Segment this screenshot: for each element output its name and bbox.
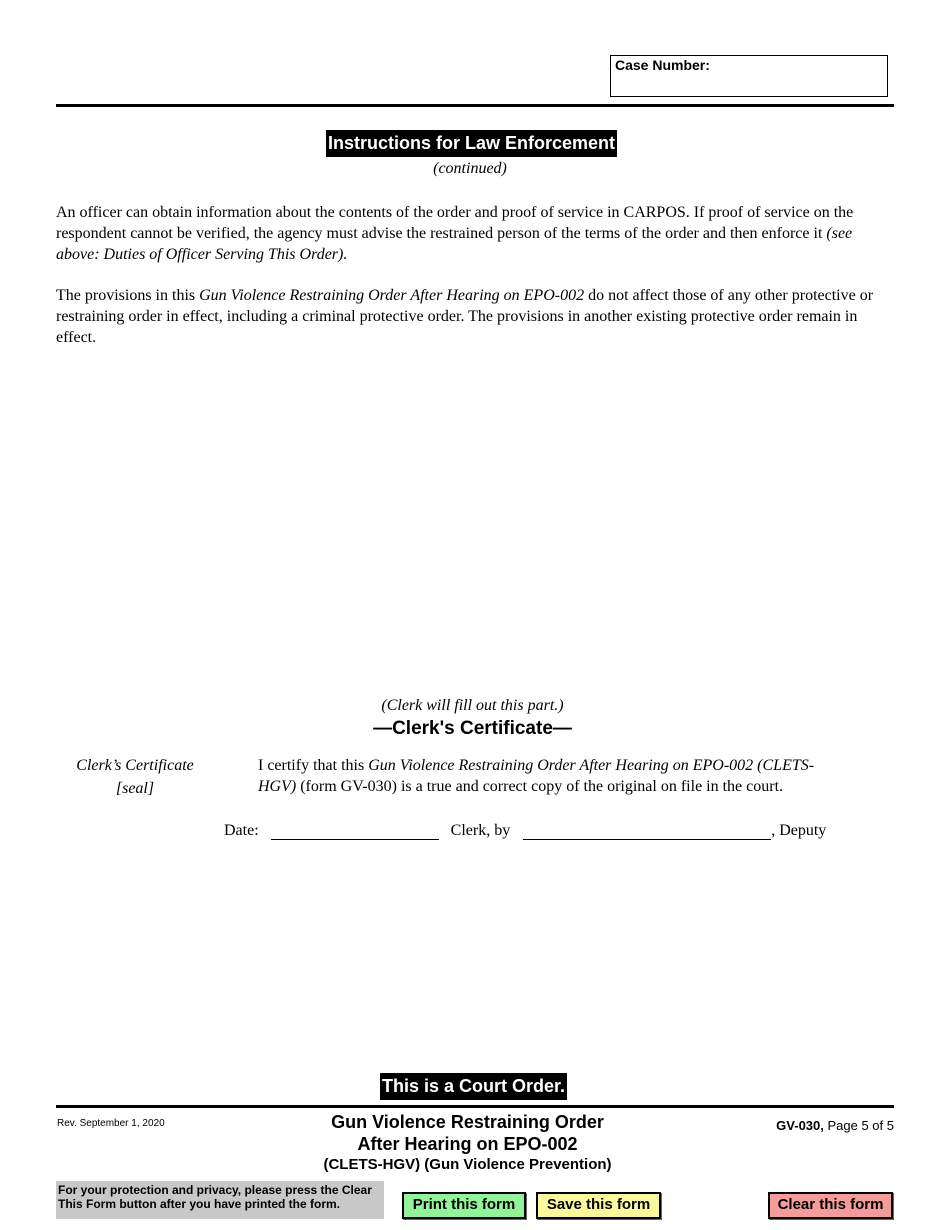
case-number-label: Case Number:: [615, 57, 710, 73]
form-title-line-2: After Hearing on EPO-002: [357, 1134, 578, 1154]
certify-italic: Gun Violence Restraining Order After Hearing on EPO-002 (CLETS-HGV): [258, 757, 815, 795]
revision-date: Rev. September 1, 2020: [57, 1118, 165, 1129]
save-form-button[interactable]: Save this form: [536, 1192, 661, 1219]
case-number-input[interactable]: [615, 76, 885, 96]
para2-italic: Gun Violence Restraining Order After Hearing on EPO-002: [199, 287, 585, 304]
seal-placeholder: [seal]: [115, 780, 155, 797]
print-form-button[interactable]: Print this form: [402, 1192, 526, 1219]
court-order-banner: This is a Court Order.: [380, 1073, 567, 1100]
para2-post: do not affect those of any other protective or restraining order in effect, including a criminal protective order. The provisions in another existing protective order remain in effect.: [56, 287, 874, 346]
date-label: Date:: [224, 822, 259, 839]
clear-form-button[interactable]: Clear this form: [768, 1192, 893, 1219]
header-divider: [56, 104, 894, 107]
privacy-note: For your protection and privacy, please press the Clear This Form button after you have printed the form.: [56, 1181, 384, 1219]
signature-row: [224, 821, 826, 840]
instructions-title: Instructions for Law Enforcement: [326, 130, 617, 157]
instructions-subtitle: (continued): [433, 160, 507, 177]
date-field[interactable]: [271, 821, 439, 840]
form-id: GV-030,: [776, 1118, 824, 1133]
certify-post: (form GV-030) is a true and correct copy of the original on file in the court.: [296, 778, 784, 795]
clerk-note: (Clerk will fill out this part.): [381, 697, 564, 714]
seal-label: Clerk’s Certificate: [76, 757, 194, 774]
page-number: Page 5 of 5: [823, 1118, 894, 1133]
certify-pre: I certify that this: [258, 757, 369, 774]
clerk-signature-field[interactable]: [523, 821, 771, 840]
clerk-by-label: Clerk, by: [450, 822, 511, 839]
deputy-label: , Deputy: [771, 822, 827, 839]
form-title: [200, 1111, 735, 1175]
instructions-paragraph-1: [56, 202, 896, 265]
instructions-paragraph-2: [56, 285, 896, 348]
form-title-line-3: (CLETS-HGV) (Gun Violence Prevention): [323, 1156, 612, 1173]
para2-pre: The provisions in this: [56, 287, 200, 304]
para1-italic: (see above: Duties of Officer Serving This Order).: [56, 225, 853, 263]
clerk-certificate-title: —Clerk's Certificate—: [373, 718, 572, 739]
case-number-box: [610, 55, 888, 97]
footer-divider: [56, 1105, 894, 1108]
page-info: [776, 1118, 894, 1133]
seal-block: [60, 754, 210, 800]
para1-text: An officer can obtain information about the contents of the order and proof of service in CARPOS. If proof of service on the respondent cannot be verified, the agency must advise the restrained person of the terms of the order and then enforce it: [56, 204, 854, 242]
certification-text: [258, 755, 828, 797]
form-title-line-1: Gun Violence Restraining Order: [331, 1112, 604, 1132]
